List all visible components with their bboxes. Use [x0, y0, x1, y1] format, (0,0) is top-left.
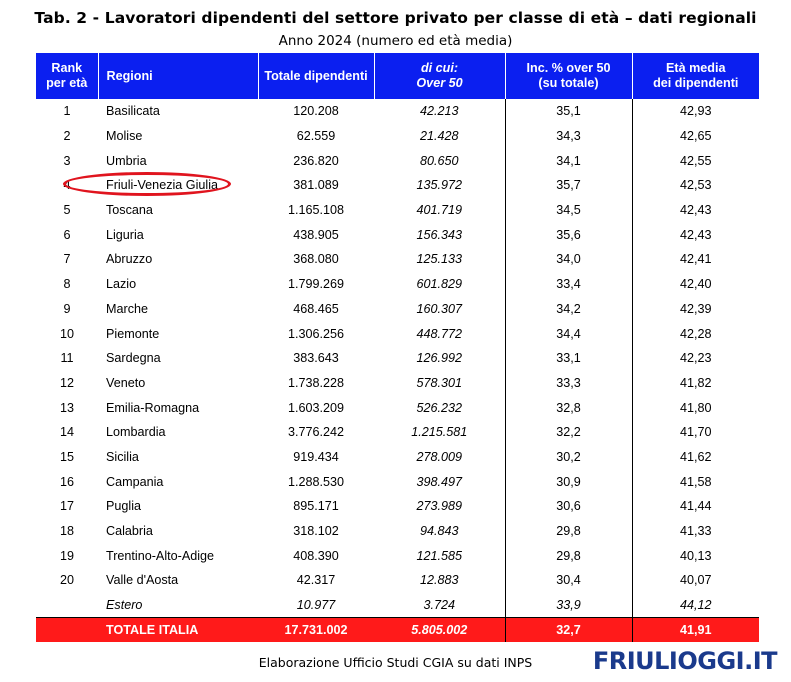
eta-media-cell: 42,55: [632, 148, 759, 173]
eta-media-cell: 40,13: [632, 543, 759, 568]
header-rank: Rank per età: [36, 53, 98, 99]
over50-cell: 160.307: [416, 301, 463, 316]
total-cell: 1.738.228: [287, 375, 345, 390]
table-row: [36, 346, 759, 371]
incidenza-cell: 33,3: [505, 371, 632, 396]
region-cell: Molise: [106, 129, 143, 144]
rank-cell: 8: [63, 277, 71, 292]
total-cell: 1.306.256: [287, 326, 345, 341]
eta-media-cell: 42,43: [632, 198, 759, 223]
table-title: Tab. 2 - Lavoratori dipendenti del settore privato per classe di età – dati regionali: [34, 9, 757, 27]
total-cell: 3.776.242: [287, 425, 345, 440]
incidenza-cell: 33,1: [505, 346, 632, 371]
over50-cell: 135.972: [416, 178, 463, 193]
table-row: [36, 469, 759, 494]
eta-media-cell: 41,82: [632, 371, 759, 396]
table-row: [36, 272, 759, 297]
header-row: [36, 53, 759, 99]
incidenza-cell: 32,7: [505, 618, 632, 643]
region-cell: Puglia: [106, 499, 142, 514]
incidenza-cell: 30,4: [505, 568, 632, 593]
rank-cell: 6: [63, 227, 71, 242]
incidenza-cell: 34,5: [505, 198, 632, 223]
total-cell: 1.165.108: [287, 203, 345, 218]
total-cell: 10.977: [258, 593, 374, 618]
incidenza-cell: 33,9: [505, 593, 632, 618]
eta-media-cell: 42,43: [632, 222, 759, 247]
incidenza-cell: 30,9: [505, 469, 632, 494]
region-cell: Liguria: [106, 227, 144, 242]
over50-cell: 526.232: [416, 400, 463, 415]
table-row: [36, 445, 759, 470]
table-row: [36, 494, 759, 519]
rank-cell: 5: [63, 203, 71, 218]
rank-cell: 2: [63, 129, 71, 144]
rank-cell: [36, 618, 98, 643]
table-row: [36, 198, 759, 223]
rank-cell: 19: [59, 548, 74, 563]
over50-cell: 3.724: [374, 593, 505, 618]
incidenza-cell: 29,8: [505, 519, 632, 544]
over50-cell: 126.992: [416, 351, 463, 366]
over50-cell: 278.009: [416, 449, 463, 464]
total-cell: 1.799.269: [287, 277, 345, 292]
over50-cell: 273.989: [416, 499, 463, 514]
total-cell: 368.080: [293, 252, 339, 267]
total-cell: 1.288.530: [287, 474, 345, 489]
incidenza-cell: 34,2: [505, 297, 632, 322]
over50-cell: 5.805.002: [374, 618, 505, 643]
total-cell: 919.434: [293, 449, 339, 464]
header-eta-media: Età media dei dipendenti: [632, 53, 759, 99]
region-cell: Umbria: [106, 153, 147, 168]
over50-cell: 94.843: [419, 524, 459, 539]
total-cell: 318.102: [293, 524, 339, 539]
incidenza-cell: 35,6: [505, 222, 632, 247]
incidenza-cell: 34,4: [505, 321, 632, 346]
rank-cell: 16: [59, 474, 74, 489]
region-cell: Lombardia: [106, 425, 166, 440]
incidenza-cell: 32,8: [505, 395, 632, 420]
region-cell: Sardegna: [106, 351, 161, 366]
region-cell: Emilia-Romagna: [106, 400, 200, 415]
rank-cell: 9: [63, 301, 71, 316]
eta-media-cell: 41,58: [632, 469, 759, 494]
rank-cell: 7: [63, 252, 71, 267]
total-cell: 17.731.002: [258, 618, 374, 643]
region-cell: Abruzzo: [106, 252, 153, 267]
incidenza-cell: 30,6: [505, 494, 632, 519]
eta-media-cell: 42,53: [632, 173, 759, 198]
over50-cell: 21.428: [419, 129, 459, 144]
eta-media-cell: 42,41: [632, 247, 759, 272]
rank-cell: 11: [60, 351, 74, 366]
friulioggi-logo: FRIULIOGGI.IT: [592, 647, 777, 675]
eta-media-cell: 41,70: [632, 420, 759, 445]
total-cell: 236.820: [293, 153, 339, 168]
region-cell: Trentino-Alto-Adige: [106, 548, 215, 563]
total-cell: 381.089: [293, 178, 339, 193]
incidenza-cell: 34,0: [505, 247, 632, 272]
table-row: [36, 247, 759, 272]
header-totale: Totale dipendenti: [258, 53, 374, 99]
table-row: [36, 148, 759, 173]
table-row: [36, 173, 759, 198]
table-row: [36, 297, 759, 322]
eta-media-cell: 42,40: [632, 272, 759, 297]
table-row: [36, 124, 759, 149]
totale-italia-row: [36, 618, 759, 643]
table-row: [36, 99, 759, 124]
over50-cell: 156.343: [416, 227, 463, 242]
over50-cell: 601.829: [416, 277, 463, 292]
incidenza-cell: 34,1: [505, 148, 632, 173]
eta-media-cell: 41,33: [632, 519, 759, 544]
incidenza-cell: 32,2: [505, 420, 632, 445]
region-cell: [98, 173, 258, 198]
rank-cell: 18: [59, 524, 74, 539]
eta-media-cell: 41,91: [632, 618, 759, 643]
incidenza-cell: 35,1: [505, 99, 632, 124]
over50-cell: 121.585: [416, 548, 463, 563]
region-cell: Calabria: [106, 524, 153, 539]
total-cell: 42.317: [296, 573, 336, 588]
eta-media-cell: 42,23: [632, 346, 759, 371]
table-row: [36, 371, 759, 396]
eta-media-cell: 41,62: [632, 445, 759, 470]
rank-cell: [36, 593, 98, 618]
table-row: [36, 568, 759, 593]
total-cell: 1.603.209: [287, 400, 345, 415]
rank-cell: 12: [59, 375, 74, 390]
incidenza-cell: 29,8: [505, 543, 632, 568]
total-cell: 120.208: [293, 104, 339, 119]
rank-cell: 4: [63, 178, 71, 193]
region-cell: Toscana: [106, 203, 153, 218]
region-cell: Estero: [98, 593, 258, 618]
table-row: [36, 222, 759, 247]
region-cell: Valle d'Aosta: [106, 573, 179, 588]
table-body: [36, 99, 759, 642]
eta-media-cell: 44,12: [632, 593, 759, 618]
rank-cell: 15: [59, 449, 74, 464]
rank-cell: 1: [63, 104, 71, 119]
rank-cell: 13: [59, 400, 74, 415]
eta-media-cell: 42,93: [632, 99, 759, 124]
incidenza-cell: 34,3: [505, 124, 632, 149]
over50-cell: 448.772: [416, 326, 463, 341]
rank-cell: 17: [59, 499, 74, 514]
total-cell: 383.643: [293, 351, 339, 366]
eta-media-cell: 42,65: [632, 124, 759, 149]
table-row: [36, 543, 759, 568]
header-over50: di cui: Over 50: [374, 53, 505, 99]
table-row: [36, 395, 759, 420]
eta-media-cell: 41,44: [632, 494, 759, 519]
table-row: [36, 420, 759, 445]
eta-media-cell: 41,80: [632, 395, 759, 420]
over50-cell: 398.497: [416, 474, 463, 489]
region-cell: Sicilia: [106, 449, 139, 464]
over50-cell: 80.650: [419, 153, 459, 168]
source-note: Elaborazione Ufficio Studi CGIA su dati INPS: [258, 655, 533, 670]
region-cell: Lazio: [106, 277, 137, 292]
total-cell: 468.465: [293, 301, 339, 316]
table-row: [36, 321, 759, 346]
region-cell: TOTALE ITALIA: [98, 618, 258, 643]
header-incidenza: Inc. % over 50 (su totale): [505, 53, 632, 99]
total-cell: 438.905: [293, 227, 339, 242]
total-cell: 895.171: [293, 499, 339, 514]
incidenza-cell: 33,4: [505, 272, 632, 297]
eta-media-cell: 40,07: [632, 568, 759, 593]
eta-media-cell: 42,28: [632, 321, 759, 346]
rank-cell: 14: [59, 425, 74, 440]
rank-cell: 20: [59, 573, 74, 588]
total-cell: 408.390: [293, 548, 339, 563]
region-label: Friuli-Venezia Giulia: [106, 178, 218, 193]
total-cell: 62.559: [296, 129, 336, 144]
over50-cell: 125.133: [416, 252, 463, 267]
table-row: [36, 519, 759, 544]
over50-cell: 12.883: [419, 573, 459, 588]
over50-cell: 42.213: [419, 104, 459, 119]
region-cell: Veneto: [106, 375, 146, 390]
region-cell: Basilicata: [106, 104, 160, 119]
estero-row: [36, 593, 759, 618]
rank-cell: 10: [59, 326, 74, 341]
header-regioni: Regioni: [98, 53, 258, 99]
over50-cell: 578.301: [416, 375, 463, 390]
over50-cell: 1.215.581: [411, 425, 468, 440]
region-cell: Marche: [106, 301, 148, 316]
eta-media-cell: 42,39: [632, 297, 759, 322]
incidenza-cell: 30,2: [505, 445, 632, 470]
incidenza-cell: 35,7: [505, 173, 632, 198]
table-subtitle: Anno 2024 (numero ed età media): [278, 33, 513, 49]
rank-cell: 3: [63, 153, 71, 168]
over50-cell: 401.719: [416, 203, 463, 218]
regional-employment-table: [36, 53, 759, 642]
region-cell: Campania: [106, 474, 164, 489]
region-cell: Piemonte: [106, 326, 160, 341]
